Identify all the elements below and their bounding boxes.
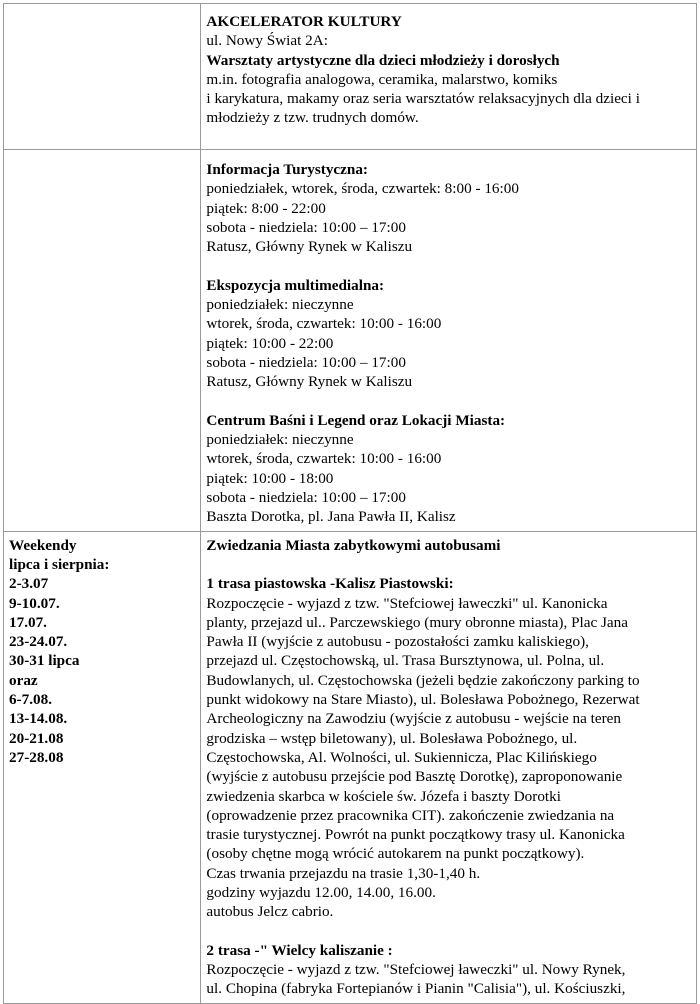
description-line: młodzieży z tzw. trudnych domów. (206, 109, 419, 127)
date-cell-empty (4, 4, 201, 150)
date-cell-empty (4, 150, 201, 532)
hours-line: sobota - niedziela: 10:00 – 17:00 (206, 353, 406, 371)
event-description-cell (201, 4, 697, 150)
route-line: (oprowadzenie przez pracownika CIT). zakończenie zwiedzania na (206, 806, 615, 824)
route-line: planty, przejazd ul.. Parczewskiego (mury obronne miasta), Plac Jana (206, 613, 629, 631)
section-heading: Centrum Baśni i Legend oraz Lokacji Miasta: (206, 411, 506, 429)
route-line: punkt widokowy na Stare Miasto), ul. Bolesława Pobożnego, Rezerwat (206, 691, 640, 709)
route-line: grodziska – wstęp biletowany), ul. Bolesława Pobożnego, ul. (206, 729, 578, 747)
table-row (4, 531, 697, 1003)
description-line: i karykatura, makamy oraz seria warsztatów relaksacyjnych dla dzieci i (206, 90, 640, 108)
events-schedule-table (3, 3, 697, 1004)
route-line: Budowlanych, ul. Częstochowska (jeżeli będzie zakończony parking to (206, 671, 640, 689)
date-line: oraz (9, 671, 38, 689)
route-duration: Czas trwania przejazdu na trasie 1,30-1,40 h. (206, 864, 481, 882)
location-line: Ratusz, Główny Rynek w Kaliszu (206, 373, 413, 391)
route-line: trasie turystycznej. Powrót na punkt początkowy trasy ul. Kanonicka (206, 826, 625, 844)
route-line: Pawła II (wyjście z autobusu - pozostałości zamku kaliskiego), (206, 633, 589, 651)
route-line: Archeologiczny na Zawodziu (wyjście z autobusu - wejście na teren (206, 710, 621, 728)
route-line: Częstochowska, Al. Wolności, ul. Sukiennicza, Plac Kilińskiego (206, 748, 597, 766)
venue-address: ul. Nowy Świat 2A: (206, 32, 328, 50)
route-line: przejazd ul. Częstochowską, ul. Trasa Bursztynowa, ul. Polna, ul. (206, 652, 605, 670)
date-line: 6-7.08. (9, 691, 53, 709)
hours-line: wtorek, środa, czwartek: 10:00 - 16:00 (206, 315, 442, 333)
workshop-title: Warsztaty artystyczne dla dzieci młodzieży i dorosłych (206, 51, 560, 69)
location-line: Ratusz, Główny Rynek w Kaliszu (206, 238, 413, 256)
hours-line: piątek: 8:00 - 22:00 (206, 199, 326, 217)
date-line: 30-31 lipca (9, 652, 80, 670)
date-line: Weekendy (9, 536, 77, 554)
date-line: 23-24.07. (9, 633, 68, 651)
hours-line: piątek: 10:00 - 18:00 (206, 469, 334, 487)
hours-line: sobota - niedziela: 10:00 – 17:00 (206, 218, 406, 236)
date-line: 17.07. (9, 613, 47, 631)
route-line: Rozpoczęcie - wyjazd z tzw. "Stefciowej ławeczki" ul. Nowy Rynek, (206, 961, 626, 979)
date-line: 13-14.08. (9, 710, 68, 728)
hours-line: poniedziałek: nieczynne (206, 296, 354, 314)
date-line: 9-10.07. (9, 594, 60, 612)
bus-tours-cell (201, 531, 697, 1003)
route-line: ul. Chopina (fabryka Fortepianów i Pianin "Calisia"), ul. Kościuszki, (206, 980, 626, 998)
table-row (4, 4, 697, 150)
route-bus-type: autobus Jelcz cabrio. (206, 903, 334, 921)
section-heading: Informacja Turystyczna: (206, 161, 368, 178)
hours-line: poniedziałek: nieczynne (206, 431, 354, 449)
location-line: Baszta Dorotka, pl. Jana Pawła II, Kalisz (206, 508, 456, 526)
venue-title: AKCELERATOR KULTURY (206, 13, 402, 30)
tours-title: Zwiedzania Miasta zabytkowymi autobusami (206, 536, 501, 554)
table-row (4, 150, 697, 532)
hours-line: piątek: 10:00 - 22:00 (206, 334, 334, 352)
description-line: m.in. fotografia analogowa, ceramika, malarstwo, komiks (206, 70, 558, 88)
route-heading: 2 trasa -" Wielcy kaliszanie : (206, 941, 393, 959)
route-departure-times: godziny wyjazdu 12.00, 14.00, 16.00. (206, 883, 436, 901)
hours-line: wtorek, środa, czwartek: 10:00 - 16:00 (206, 450, 442, 468)
dates-cell (4, 531, 201, 1003)
route-line: zwiedzenia skarbca w kościele św. Józefa i baszty Dorotki (206, 787, 561, 805)
route-line: (osoby chętne mogą wrócić autokarem na punkt początkowy). (206, 845, 585, 863)
route-line: (wyjście z autobusu przejście pod Basztę Dorotkę), zaproponowanie (206, 768, 623, 786)
route-heading: 1 trasa piastowska -Kalisz Piastowski: (206, 575, 454, 593)
section-heading: Ekspozycja multimedialna: (206, 276, 385, 294)
hours-line: sobota - niedziela: 10:00 – 17:00 (206, 489, 406, 507)
date-line: 20-21.08 (9, 729, 64, 747)
date-line: lipca i sierpnia: (9, 555, 110, 573)
route-line: Rozpoczęcie - wyjazd z tzw. "Stefciowej ławeczki" ul. Kanonicka (206, 594, 608, 612)
date-line: 27-28.08 (9, 748, 64, 766)
date-line: 2-3.07 (9, 575, 49, 593)
hours-line: poniedziałek, wtorek, środa, czwartek: 8:00 - 16:00 (206, 180, 519, 198)
opening-hours-cell (201, 150, 697, 532)
